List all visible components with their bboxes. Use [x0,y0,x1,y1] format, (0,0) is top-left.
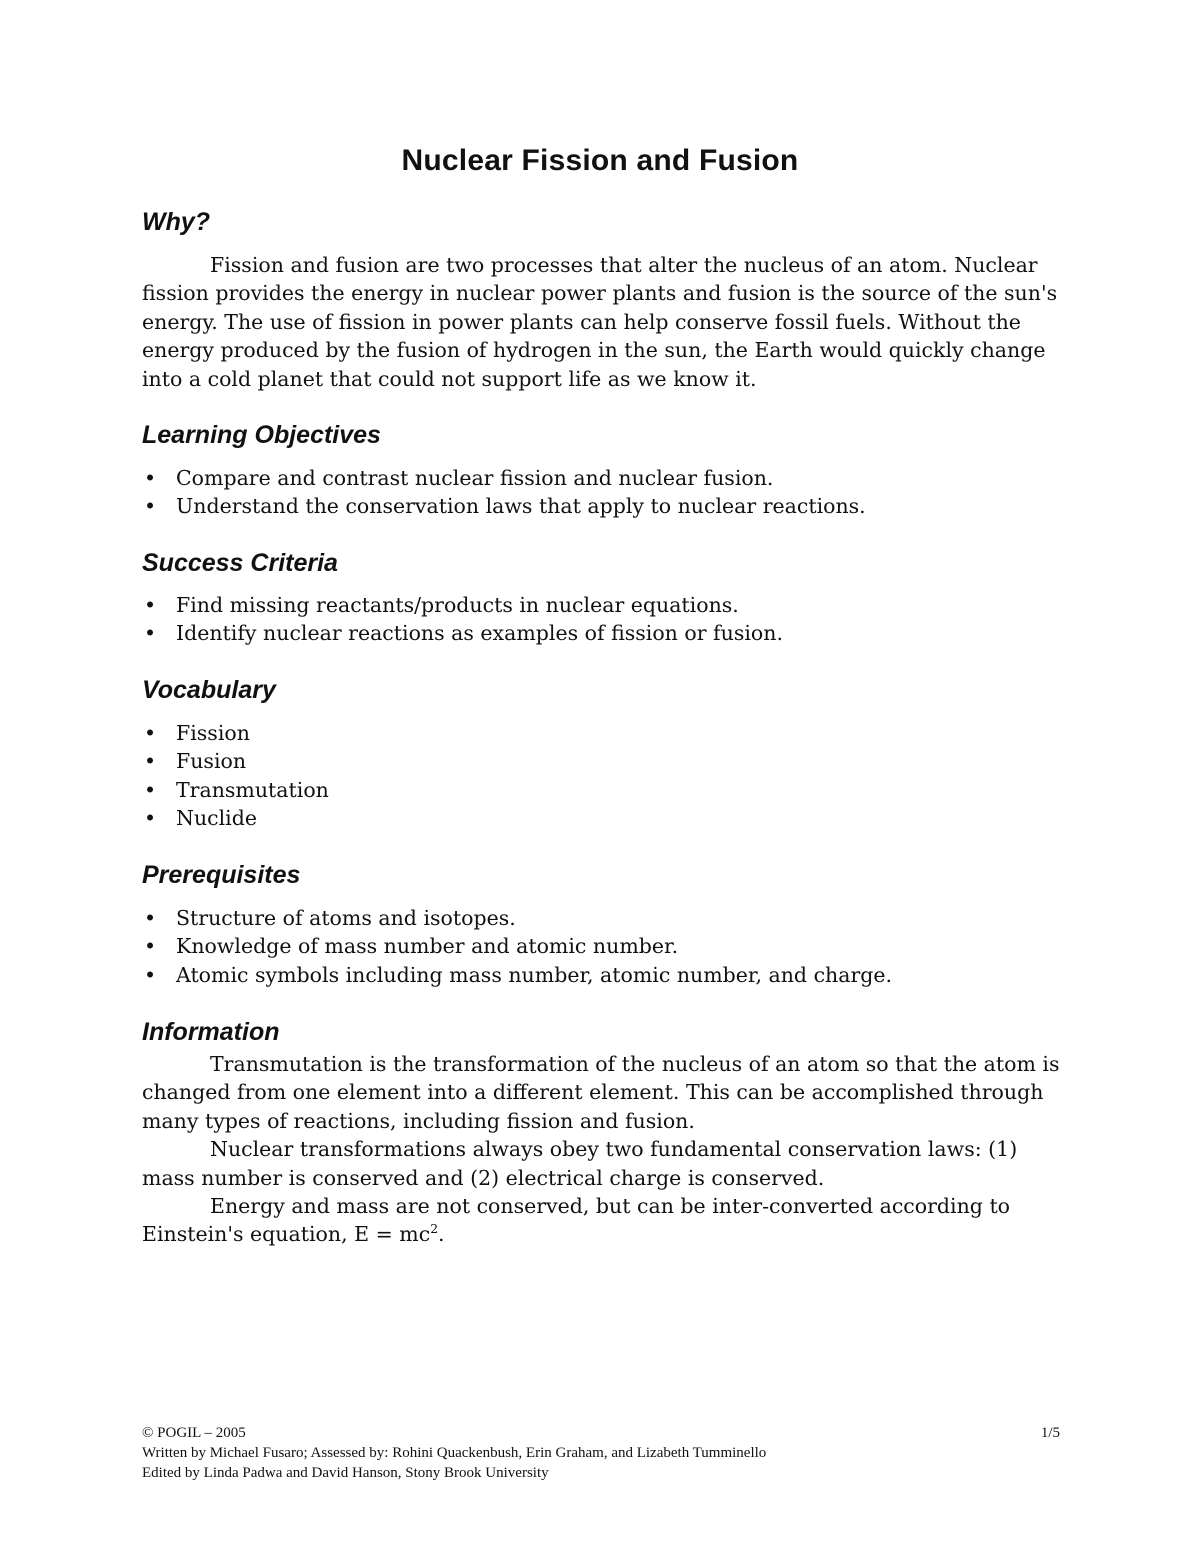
energy-paragraph-end: . [438,1222,445,1247]
prerequisites-heading: Prerequisites [142,861,301,889]
list-item: • Atomic symbols including mass number, atomic number, and charge. [142,961,892,989]
list-item: • Structure of atoms and isotopes. [142,904,892,932]
superscript-exponent: 2 [430,1222,439,1237]
information-heading: Information [142,1018,280,1046]
page-footer [142,1423,1060,1483]
why-paragraph: Fission and fusion are two processes that alter the nucleus of an atom. Nuclear fission provides the energy in nuclear power plants and fusion is the source of the sun's energy. The use of fission in power plants can help conserve fossil fuels. Without the energy produced by the fusion of hydrogen in the sun, the Earth would quickly change into a cold planet that could not support life as we know it. [142,253,1058,391]
list-item: • Knowledge of mass number and atomic number. [142,932,892,960]
why-section [142,251,1072,393]
list-item: • Transmutation [142,776,329,804]
learning-objectives-list [142,464,866,521]
success-criteria-heading: Success Criteria [142,549,338,577]
list-item: • Nuclide [142,804,329,832]
vocabulary-list [142,719,329,833]
editors-text: Edited by Linda Padwa and David Hanson, Stony Brook University [142,1465,549,1481]
list-item: • Fusion [142,747,329,775]
page-number: 1/5 [1040,1425,1060,1441]
list-item: • Compare and contrast nuclear fission and nuclear fusion. [142,464,866,492]
list-item: • Find missing reactants/products in nuclear equations. [142,591,783,619]
list-item: • Fission [142,719,329,747]
vocabulary-heading: Vocabulary [142,676,276,704]
energy-paragraph-text: Energy and mass are not conserved, but can be inter-converted according to Einstein's equation, E = mc [142,1194,1011,1247]
information-paragraph: Nuclear transformations always obey two fundamental conservation laws: (1) mass number is conserved and (2) electrical charge is conserved. [142,1137,1018,1190]
success-criteria-list [142,591,783,648]
list-item: • Identify nuclear reactions as examples of fission or fusion. [142,619,783,647]
prerequisites-list [142,904,892,989]
list-item: • Understand the conservation laws that apply to nuclear reactions. [142,492,866,520]
copyright-text: © POGIL – 2005 [142,1425,246,1441]
page-title: Nuclear Fission and Fusion [401,144,799,177]
footer-top-row [142,1423,1060,1443]
information-paragraph: Transmutation is the transformation of the nucleus of an atom so that the atom is changed from one element into a different element. This can be accomplished through many types of reactions, including fission and fusion. [142,1052,1060,1133]
energy-paragraph [142,1192,1072,1249]
authors-text: Written by Michael Fusaro; Assessed by: Rohini Quackenbush, Erin Graham, and Lizabeth Tumminello [142,1445,767,1461]
learning-objectives-heading: Learning Objectives [142,421,381,449]
information-section [142,1050,1072,1249]
why-heading: Why? [142,208,211,236]
